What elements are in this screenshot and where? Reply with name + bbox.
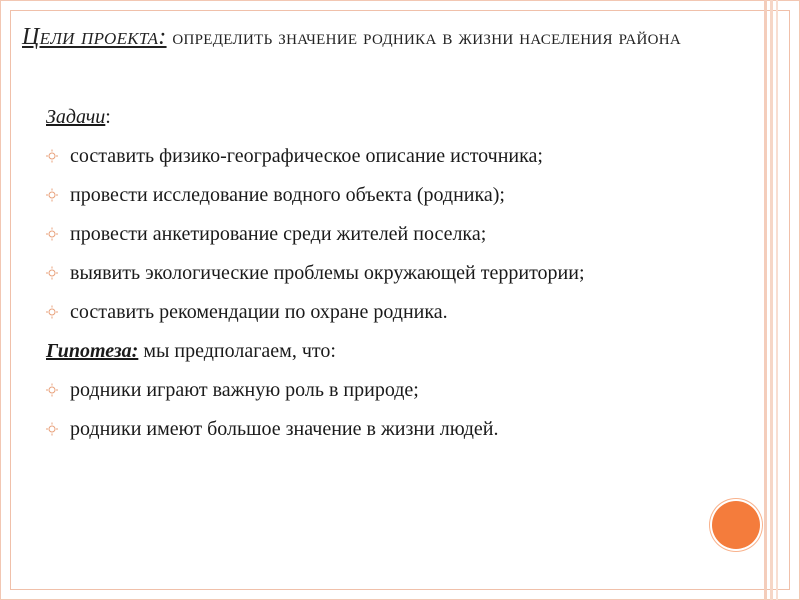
hypothesis-item-text: родники играют важную роль в природе; (70, 379, 419, 401)
title-label: Цели проекта: (22, 24, 167, 50)
list-item (46, 414, 746, 444)
sun-bullet-icon (46, 227, 58, 241)
list-item (46, 180, 746, 210)
sun-bullet-icon (46, 188, 58, 202)
task-item-text: составить рекомендации по охране родника. (70, 301, 448, 323)
tasks-heading-colon: : (105, 106, 111, 128)
list-item (46, 258, 746, 288)
list-item (46, 219, 746, 249)
sun-bullet-icon (46, 305, 58, 319)
title-text: определить значение родника в жизни населения района (166, 24, 682, 49)
list-item (46, 141, 746, 171)
hypothesis-heading-line (46, 336, 746, 366)
hypothesis-heading: Гипотеза: (46, 340, 139, 362)
task-item-text: выявить экологические проблемы окружающей территории; (70, 262, 585, 284)
slide-title (22, 18, 722, 56)
sun-bullet-icon (46, 149, 58, 163)
task-item-text: провести исследование водного объекта (родника); (70, 184, 505, 206)
task-item-text: провести анкетирование среди жителей поселка; (70, 223, 487, 245)
slide-body (46, 102, 746, 453)
sun-bullet-icon (46, 266, 58, 280)
list-item (46, 297, 746, 327)
decorative-stripe (770, 0, 773, 600)
hypothesis-item-text: родники имеют большое значение в жизни людей. (70, 418, 499, 440)
tasks-heading: Задачи (46, 106, 106, 128)
tasks-heading-line (46, 102, 746, 132)
task-item-text: составить физико-географическое описание источника; (70, 145, 543, 167)
hypothesis-text: мы предполагаем, что: (138, 340, 336, 362)
sun-bullet-icon (46, 422, 58, 436)
orange-circle-decoration (712, 501, 760, 549)
list-item (46, 375, 746, 405)
decorative-stripe (764, 0, 767, 600)
decorative-stripe (776, 0, 778, 600)
sun-bullet-icon (46, 383, 58, 397)
